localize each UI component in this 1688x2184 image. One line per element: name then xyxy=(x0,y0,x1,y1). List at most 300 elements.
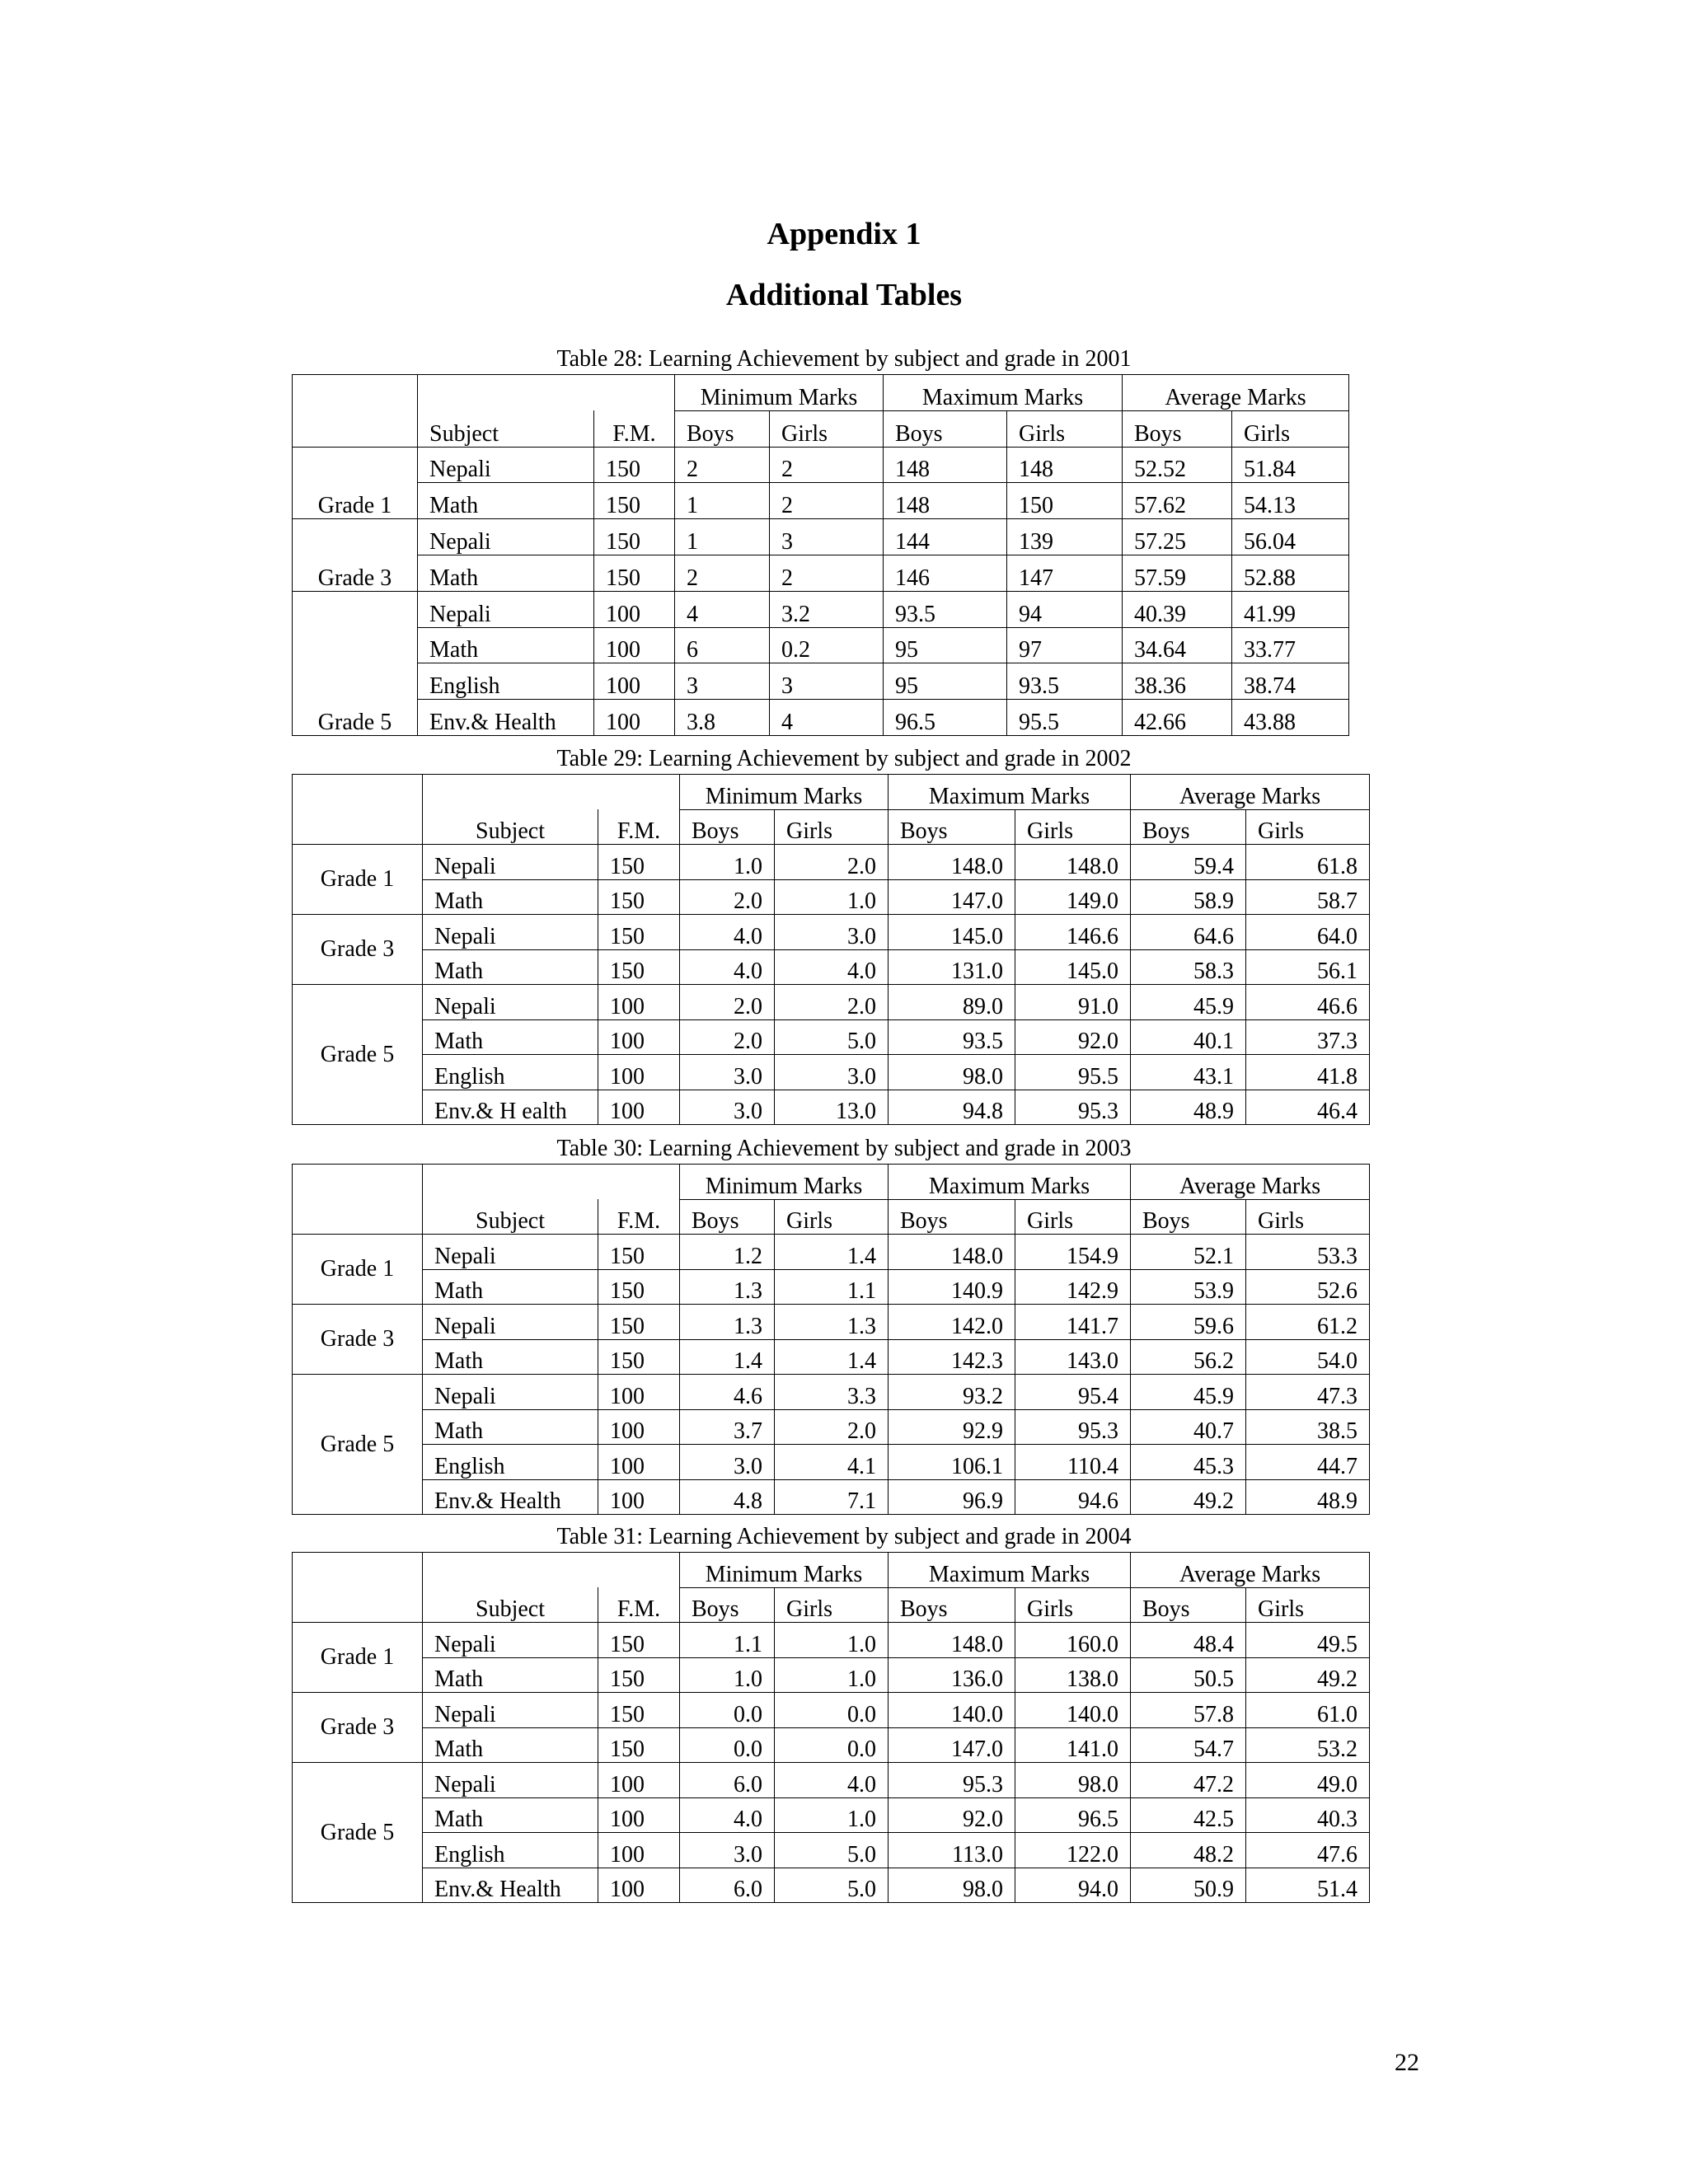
table-row xyxy=(293,915,1370,950)
avg-boys-cell: 47.2 xyxy=(1131,1763,1246,1798)
avg-boys-cell: 59.6 xyxy=(1131,1305,1246,1340)
table-row xyxy=(293,1445,1370,1480)
table-row xyxy=(293,985,1370,1020)
table-row xyxy=(293,1479,1370,1515)
min-boys-cell: 1.4 xyxy=(680,1339,775,1375)
avg-boys-cell: 58.9 xyxy=(1131,879,1246,915)
column-header: Girls xyxy=(1246,1199,1370,1235)
max-girls-cell: 139 xyxy=(1007,519,1123,555)
avg-boys-cell: 56.2 xyxy=(1131,1339,1246,1375)
max-girls-cell: 143.0 xyxy=(1015,1339,1131,1375)
header-corner-cell xyxy=(293,375,418,448)
max-boys-cell: 96.9 xyxy=(889,1479,1015,1515)
full-marks-cell: 100 xyxy=(594,700,675,736)
avg-boys-cell: 48.4 xyxy=(1131,1623,1246,1658)
table-row xyxy=(293,1019,1370,1055)
table-row xyxy=(293,845,1370,880)
min-girls-cell: 1.4 xyxy=(775,1235,889,1270)
min-boys-cell: 3.7 xyxy=(680,1409,775,1445)
max-boys-cell: 148 xyxy=(884,483,1007,519)
table-row xyxy=(293,447,1349,483)
max-girls-cell: 154.9 xyxy=(1015,1235,1131,1270)
group-header: Minimum Marks xyxy=(680,1165,889,1200)
max-boys-cell: 147.0 xyxy=(889,1727,1015,1763)
full-marks-cell: 100 xyxy=(598,1445,680,1480)
max-boys-cell: 96.5 xyxy=(884,700,1007,736)
max-girls-cell: 95.4 xyxy=(1015,1375,1131,1410)
min-girls-cell: 1.4 xyxy=(775,1339,889,1375)
table-row xyxy=(293,1055,1370,1090)
avg-girls-cell: 54.0 xyxy=(1246,1339,1370,1375)
avg-girls-cell: 37.3 xyxy=(1246,1019,1370,1055)
min-boys-cell: 3.8 xyxy=(675,700,770,736)
min-girls-cell: 7.1 xyxy=(775,1479,889,1515)
table-row xyxy=(293,1657,1370,1693)
table-row xyxy=(293,1235,1370,1270)
column-header: Girls xyxy=(1015,809,1131,845)
min-girls-cell: 0.2 xyxy=(770,627,884,663)
header-blank-cell xyxy=(423,775,680,810)
header-corner-cell xyxy=(293,775,423,845)
avg-boys-cell: 40.1 xyxy=(1131,1019,1246,1055)
group-header: Average Marks xyxy=(1123,375,1349,411)
min-boys-cell: 4 xyxy=(675,591,770,627)
grade-label: Grade 3 xyxy=(293,1693,423,1763)
avg-girls-cell: 61.8 xyxy=(1246,845,1370,880)
header-corner-cell xyxy=(293,1553,423,1623)
avg-girls-cell: 47.6 xyxy=(1246,1833,1370,1868)
group-header-row xyxy=(293,375,1349,411)
min-boys-cell: 2.0 xyxy=(680,985,775,1020)
min-boys-cell: 1 xyxy=(675,483,770,519)
max-boys-cell: 136.0 xyxy=(889,1657,1015,1693)
table-row xyxy=(293,1339,1370,1375)
min-girls-cell: 5.0 xyxy=(775,1019,889,1055)
min-boys-cell: 3 xyxy=(675,663,770,700)
max-girls-cell: 149.0 xyxy=(1015,879,1131,915)
max-girls-cell: 138.0 xyxy=(1015,1657,1131,1693)
min-boys-cell: 1.0 xyxy=(680,1657,775,1693)
subject-cell: English xyxy=(418,663,594,700)
avg-boys-cell: 52.1 xyxy=(1131,1235,1246,1270)
max-girls-cell: 95.5 xyxy=(1007,700,1123,736)
header-blank-cell xyxy=(423,1553,680,1588)
avg-boys-cell: 48.2 xyxy=(1131,1833,1246,1868)
max-boys-cell: 95 xyxy=(884,627,1007,663)
full-marks-cell: 100 xyxy=(598,1375,680,1410)
avg-boys-cell: 45.9 xyxy=(1131,1375,1246,1410)
avg-boys-cell: 42.66 xyxy=(1123,700,1232,736)
min-girls-cell: 2.0 xyxy=(775,985,889,1020)
full-marks-cell: 100 xyxy=(594,663,675,700)
min-boys-cell: 0.0 xyxy=(680,1727,775,1763)
avg-boys-cell: 59.4 xyxy=(1131,845,1246,880)
table-row xyxy=(293,663,1349,700)
max-boys-cell: 93.2 xyxy=(889,1375,1015,1410)
max-girls-cell: 94.6 xyxy=(1015,1479,1131,1515)
subject-cell: Nepali xyxy=(423,1623,598,1658)
avg-girls-cell: 56.04 xyxy=(1232,519,1349,555)
avg-girls-cell: 49.5 xyxy=(1246,1623,1370,1658)
min-boys-cell: 2.0 xyxy=(680,1019,775,1055)
min-boys-cell: 1.1 xyxy=(680,1623,775,1658)
full-marks-cell: 150 xyxy=(594,555,675,591)
max-girls-cell: 141.0 xyxy=(1015,1727,1131,1763)
group-header: Maximum Marks xyxy=(889,1553,1131,1588)
subject-cell: English xyxy=(423,1055,598,1090)
table-row xyxy=(293,627,1349,663)
max-boys-cell: 147.0 xyxy=(889,879,1015,915)
max-girls-cell: 142.9 xyxy=(1015,1269,1131,1305)
column-header: Subject xyxy=(423,1587,598,1623)
subject-cell: English xyxy=(423,1833,598,1868)
avg-girls-cell: 53.2 xyxy=(1246,1727,1370,1763)
min-boys-cell: 2.0 xyxy=(680,879,775,915)
max-girls-cell: 160.0 xyxy=(1015,1623,1131,1658)
full-marks-cell: 150 xyxy=(598,1657,680,1693)
avg-boys-cell: 50.5 xyxy=(1131,1657,1246,1693)
table-row xyxy=(293,1305,1370,1340)
full-marks-cell: 100 xyxy=(594,591,675,627)
data-table xyxy=(292,1552,1370,1903)
avg-boys-cell: 48.9 xyxy=(1131,1090,1246,1125)
full-marks-cell: 100 xyxy=(598,1868,680,1903)
column-header: Girls xyxy=(775,809,889,845)
subject-cell: Nepali xyxy=(418,591,594,627)
min-girls-cell: 3.2 xyxy=(770,591,884,627)
min-boys-cell: 6.0 xyxy=(680,1868,775,1903)
full-marks-cell: 150 xyxy=(598,845,680,880)
full-marks-cell: 150 xyxy=(594,483,675,519)
max-girls-cell: 147 xyxy=(1007,555,1123,591)
max-boys-cell: 148.0 xyxy=(889,1235,1015,1270)
avg-girls-cell: 61.0 xyxy=(1246,1693,1370,1728)
column-header: Boys xyxy=(884,410,1007,447)
avg-boys-cell: 64.6 xyxy=(1131,915,1246,950)
table-caption: Table 29: Learning Achievement by subject and grade in 2002 xyxy=(556,746,1132,771)
min-girls-cell: 1.0 xyxy=(775,879,889,915)
column-header: Girls xyxy=(775,1199,889,1235)
min-girls-cell: 1.0 xyxy=(775,1797,889,1833)
full-marks-cell: 100 xyxy=(594,627,675,663)
table-row xyxy=(293,1090,1370,1125)
avg-boys-cell: 52.52 xyxy=(1123,447,1232,483)
group-header-row xyxy=(293,775,1370,810)
table-row xyxy=(293,483,1349,519)
avg-girls-cell: 56.1 xyxy=(1246,949,1370,985)
min-girls-cell: 2 xyxy=(770,483,884,519)
column-header: Girls xyxy=(1246,809,1370,845)
max-girls-cell: 122.0 xyxy=(1015,1833,1131,1868)
full-marks-cell: 150 xyxy=(598,1693,680,1728)
column-header-row xyxy=(293,1587,1370,1623)
min-boys-cell: 4.0 xyxy=(680,915,775,950)
page-subtitle: Additional Tables xyxy=(725,278,963,312)
column-header: Boys xyxy=(680,809,775,845)
table-row xyxy=(293,700,1349,736)
max-girls-cell: 146.6 xyxy=(1015,915,1131,950)
max-girls-cell: 96.5 xyxy=(1015,1797,1131,1833)
min-girls-cell: 1.0 xyxy=(775,1623,889,1658)
max-girls-cell: 148 xyxy=(1007,447,1123,483)
column-header: F.M. xyxy=(598,809,680,845)
subject-cell: Math xyxy=(423,1409,598,1445)
min-girls-cell: 2 xyxy=(770,555,884,591)
column-header: Boys xyxy=(1123,410,1232,447)
column-header: Girls xyxy=(1232,410,1349,447)
avg-boys-cell: 57.59 xyxy=(1123,555,1232,591)
avg-girls-cell: 46.4 xyxy=(1246,1090,1370,1125)
avg-boys-cell: 57.8 xyxy=(1131,1693,1246,1728)
subject-cell: Math xyxy=(423,1657,598,1693)
avg-girls-cell: 41.8 xyxy=(1246,1055,1370,1090)
avg-girls-cell: 46.6 xyxy=(1246,985,1370,1020)
avg-girls-cell: 51.84 xyxy=(1232,447,1349,483)
table-row xyxy=(293,1623,1370,1658)
max-boys-cell: 140.0 xyxy=(889,1693,1015,1728)
column-header-row xyxy=(293,410,1349,447)
group-header-row xyxy=(293,1165,1370,1200)
avg-girls-cell: 49.0 xyxy=(1246,1763,1370,1798)
full-marks-cell: 150 xyxy=(594,447,675,483)
min-boys-cell: 3.0 xyxy=(680,1055,775,1090)
min-boys-cell: 6 xyxy=(675,627,770,663)
subject-cell: Math xyxy=(418,627,594,663)
avg-girls-cell: 52.88 xyxy=(1232,555,1349,591)
grade-label: Grade 5 xyxy=(293,985,423,1125)
full-marks-cell: 150 xyxy=(594,519,675,555)
grade-label: Grade 3 xyxy=(293,519,418,592)
avg-girls-cell: 48.9 xyxy=(1246,1479,1370,1515)
header-blank-cell xyxy=(423,1165,680,1200)
table-row xyxy=(293,879,1370,915)
avg-boys-cell: 50.9 xyxy=(1131,1868,1246,1903)
grade-label: Grade 5 xyxy=(293,591,418,735)
column-header: F.M. xyxy=(598,1199,680,1235)
table-row xyxy=(293,555,1349,591)
min-boys-cell: 1.2 xyxy=(680,1235,775,1270)
max-boys-cell: 93.5 xyxy=(889,1019,1015,1055)
subject-cell: Math xyxy=(418,555,594,591)
max-girls-cell: 95.5 xyxy=(1015,1055,1131,1090)
column-header: Girls xyxy=(775,1587,889,1623)
max-girls-cell: 93.5 xyxy=(1007,663,1123,700)
subject-cell: Nepali xyxy=(423,845,598,880)
avg-girls-cell: 47.3 xyxy=(1246,1375,1370,1410)
max-boys-cell: 92.0 xyxy=(889,1797,1015,1833)
max-boys-cell: 113.0 xyxy=(889,1833,1015,1868)
table-row xyxy=(293,1409,1370,1445)
min-girls-cell: 4.1 xyxy=(775,1445,889,1480)
avg-boys-cell: 49.2 xyxy=(1131,1479,1246,1515)
full-marks-cell: 100 xyxy=(598,1409,680,1445)
table-row xyxy=(293,1269,1370,1305)
table-row xyxy=(293,1693,1370,1728)
avg-boys-cell: 54.7 xyxy=(1131,1727,1246,1763)
table-row xyxy=(293,519,1349,555)
avg-girls-cell: 64.0 xyxy=(1246,915,1370,950)
max-boys-cell: 95 xyxy=(884,663,1007,700)
avg-boys-cell: 40.7 xyxy=(1131,1409,1246,1445)
max-boys-cell: 94.8 xyxy=(889,1090,1015,1125)
full-marks-cell: 150 xyxy=(598,1623,680,1658)
subject-cell: Nepali xyxy=(423,1235,598,1270)
page-title: Appendix 1 xyxy=(767,217,921,251)
max-boys-cell: 106.1 xyxy=(889,1445,1015,1480)
min-girls-cell: 4.0 xyxy=(775,1763,889,1798)
subject-cell: Nepali xyxy=(418,447,594,483)
table-caption: Table 28: Learning Achievement by subject and grade in 2001 xyxy=(556,346,1132,372)
table-row xyxy=(293,1763,1370,1798)
avg-girls-cell: 33.77 xyxy=(1232,627,1349,663)
max-boys-cell: 131.0 xyxy=(889,949,1015,985)
column-header: Boys xyxy=(889,1199,1015,1235)
min-boys-cell: 3.0 xyxy=(680,1833,775,1868)
min-girls-cell: 4.0 xyxy=(775,949,889,985)
min-girls-cell: 5.0 xyxy=(775,1868,889,1903)
subject-cell: Nepali xyxy=(423,1375,598,1410)
group-header-row xyxy=(293,1553,1370,1588)
column-header: Boys xyxy=(1131,809,1246,845)
data-table xyxy=(292,1164,1370,1515)
min-girls-cell: 13.0 xyxy=(775,1090,889,1125)
group-header: Maximum Marks xyxy=(884,375,1123,411)
avg-girls-cell: 53.3 xyxy=(1246,1235,1370,1270)
table-row xyxy=(293,1868,1370,1903)
avg-girls-cell: 41.99 xyxy=(1232,591,1349,627)
column-header: Boys xyxy=(1131,1199,1246,1235)
max-boys-cell: 89.0 xyxy=(889,985,1015,1020)
min-girls-cell: 1.0 xyxy=(775,1657,889,1693)
subject-cell: Math xyxy=(423,1019,598,1055)
subject-cell: English xyxy=(423,1445,598,1480)
table-row xyxy=(293,591,1349,627)
column-header: F.M. xyxy=(594,410,675,447)
grade-label: Grade 3 xyxy=(293,915,423,985)
column-header: Girls xyxy=(1015,1587,1131,1623)
max-girls-cell: 94.0 xyxy=(1015,1868,1131,1903)
avg-boys-cell: 40.39 xyxy=(1123,591,1232,627)
full-marks-cell: 150 xyxy=(598,1269,680,1305)
subject-cell: Math xyxy=(418,483,594,519)
max-boys-cell: 146 xyxy=(884,555,1007,591)
full-marks-cell: 100 xyxy=(598,1763,680,1798)
column-header: Girls xyxy=(1015,1199,1131,1235)
group-header: Minimum Marks xyxy=(680,1553,889,1588)
column-header: Girls xyxy=(1246,1587,1370,1623)
column-header: Boys xyxy=(680,1199,775,1235)
max-girls-cell: 94 xyxy=(1007,591,1123,627)
column-header: Boys xyxy=(889,809,1015,845)
max-boys-cell: 98.0 xyxy=(889,1868,1015,1903)
min-girls-cell: 3 xyxy=(770,663,884,700)
subject-cell: Nepali xyxy=(423,1763,598,1798)
min-girls-cell: 2.0 xyxy=(775,1409,889,1445)
header-blank-cell xyxy=(418,375,675,411)
min-girls-cell: 3.0 xyxy=(775,915,889,950)
header-corner-cell xyxy=(293,1165,423,1235)
avg-girls-cell: 51.4 xyxy=(1246,1868,1370,1903)
grade-label: Grade 5 xyxy=(293,1375,423,1515)
full-marks-cell: 150 xyxy=(598,1727,680,1763)
min-boys-cell: 4.0 xyxy=(680,949,775,985)
column-header: Girls xyxy=(1007,410,1123,447)
avg-boys-cell: 45.9 xyxy=(1131,985,1246,1020)
min-boys-cell: 4.6 xyxy=(680,1375,775,1410)
max-boys-cell: 98.0 xyxy=(889,1055,1015,1090)
grade-label: Grade 1 xyxy=(293,447,418,519)
subject-cell: Env.& H ealth xyxy=(423,1090,598,1125)
column-header-row xyxy=(293,809,1370,845)
column-header: Subject xyxy=(423,809,598,845)
group-header: Average Marks xyxy=(1131,1165,1370,1200)
min-boys-cell: 1.3 xyxy=(680,1305,775,1340)
max-girls-cell: 95.3 xyxy=(1015,1409,1131,1445)
group-header: Average Marks xyxy=(1131,1553,1370,1588)
avg-boys-cell: 43.1 xyxy=(1131,1055,1246,1090)
subject-cell: Nepali xyxy=(423,985,598,1020)
grade-label: Grade 1 xyxy=(293,1235,423,1305)
min-boys-cell: 3.0 xyxy=(680,1445,775,1480)
full-marks-cell: 150 xyxy=(598,1339,680,1375)
full-marks-cell: 150 xyxy=(598,879,680,915)
max-boys-cell: 145.0 xyxy=(889,915,1015,950)
max-boys-cell: 148.0 xyxy=(889,1623,1015,1658)
avg-girls-cell: 49.2 xyxy=(1246,1657,1370,1693)
avg-boys-cell: 58.3 xyxy=(1131,949,1246,985)
avg-girls-cell: 44.7 xyxy=(1246,1445,1370,1480)
group-header: Maximum Marks xyxy=(889,1165,1131,1200)
max-boys-cell: 142.0 xyxy=(889,1305,1015,1340)
data-table xyxy=(292,774,1370,1125)
avg-boys-cell: 34.64 xyxy=(1123,627,1232,663)
column-header: Boys xyxy=(1131,1587,1246,1623)
avg-boys-cell: 38.36 xyxy=(1123,663,1232,700)
subject-cell: Math xyxy=(423,1727,598,1763)
subject-cell: Env.& Health xyxy=(423,1868,598,1903)
avg-girls-cell: 38.5 xyxy=(1246,1409,1370,1445)
full-marks-cell: 150 xyxy=(598,949,680,985)
max-girls-cell: 148.0 xyxy=(1015,845,1131,880)
grade-label: Grade 1 xyxy=(293,845,423,915)
max-girls-cell: 95.3 xyxy=(1015,1090,1131,1125)
grade-label: Grade 1 xyxy=(293,1623,423,1693)
full-marks-cell: 100 xyxy=(598,1479,680,1515)
column-header: F.M. xyxy=(598,1587,680,1623)
max-boys-cell: 95.3 xyxy=(889,1763,1015,1798)
table-caption: Table 31: Learning Achievement by subject and grade in 2004 xyxy=(556,1524,1132,1549)
min-boys-cell: 1.0 xyxy=(680,845,775,880)
min-boys-cell: 0.0 xyxy=(680,1693,775,1728)
max-boys-cell: 144 xyxy=(884,519,1007,555)
group-header: Maximum Marks xyxy=(889,775,1131,810)
subject-cell: Nepali xyxy=(423,1693,598,1728)
column-header: Boys xyxy=(675,410,770,447)
min-girls-cell: 1.3 xyxy=(775,1305,889,1340)
max-girls-cell: 91.0 xyxy=(1015,985,1131,1020)
avg-girls-cell: 43.88 xyxy=(1232,700,1349,736)
avg-boys-cell: 57.62 xyxy=(1123,483,1232,519)
min-girls-cell: 4 xyxy=(770,700,884,736)
table-row xyxy=(293,1727,1370,1763)
subject-cell: Nepali xyxy=(423,1305,598,1340)
subject-cell: Math xyxy=(423,949,598,985)
max-girls-cell: 97 xyxy=(1007,627,1123,663)
group-header: Minimum Marks xyxy=(680,775,889,810)
max-boys-cell: 140.9 xyxy=(889,1269,1015,1305)
avg-girls-cell: 38.74 xyxy=(1232,663,1349,700)
column-header-row xyxy=(293,1199,1370,1235)
